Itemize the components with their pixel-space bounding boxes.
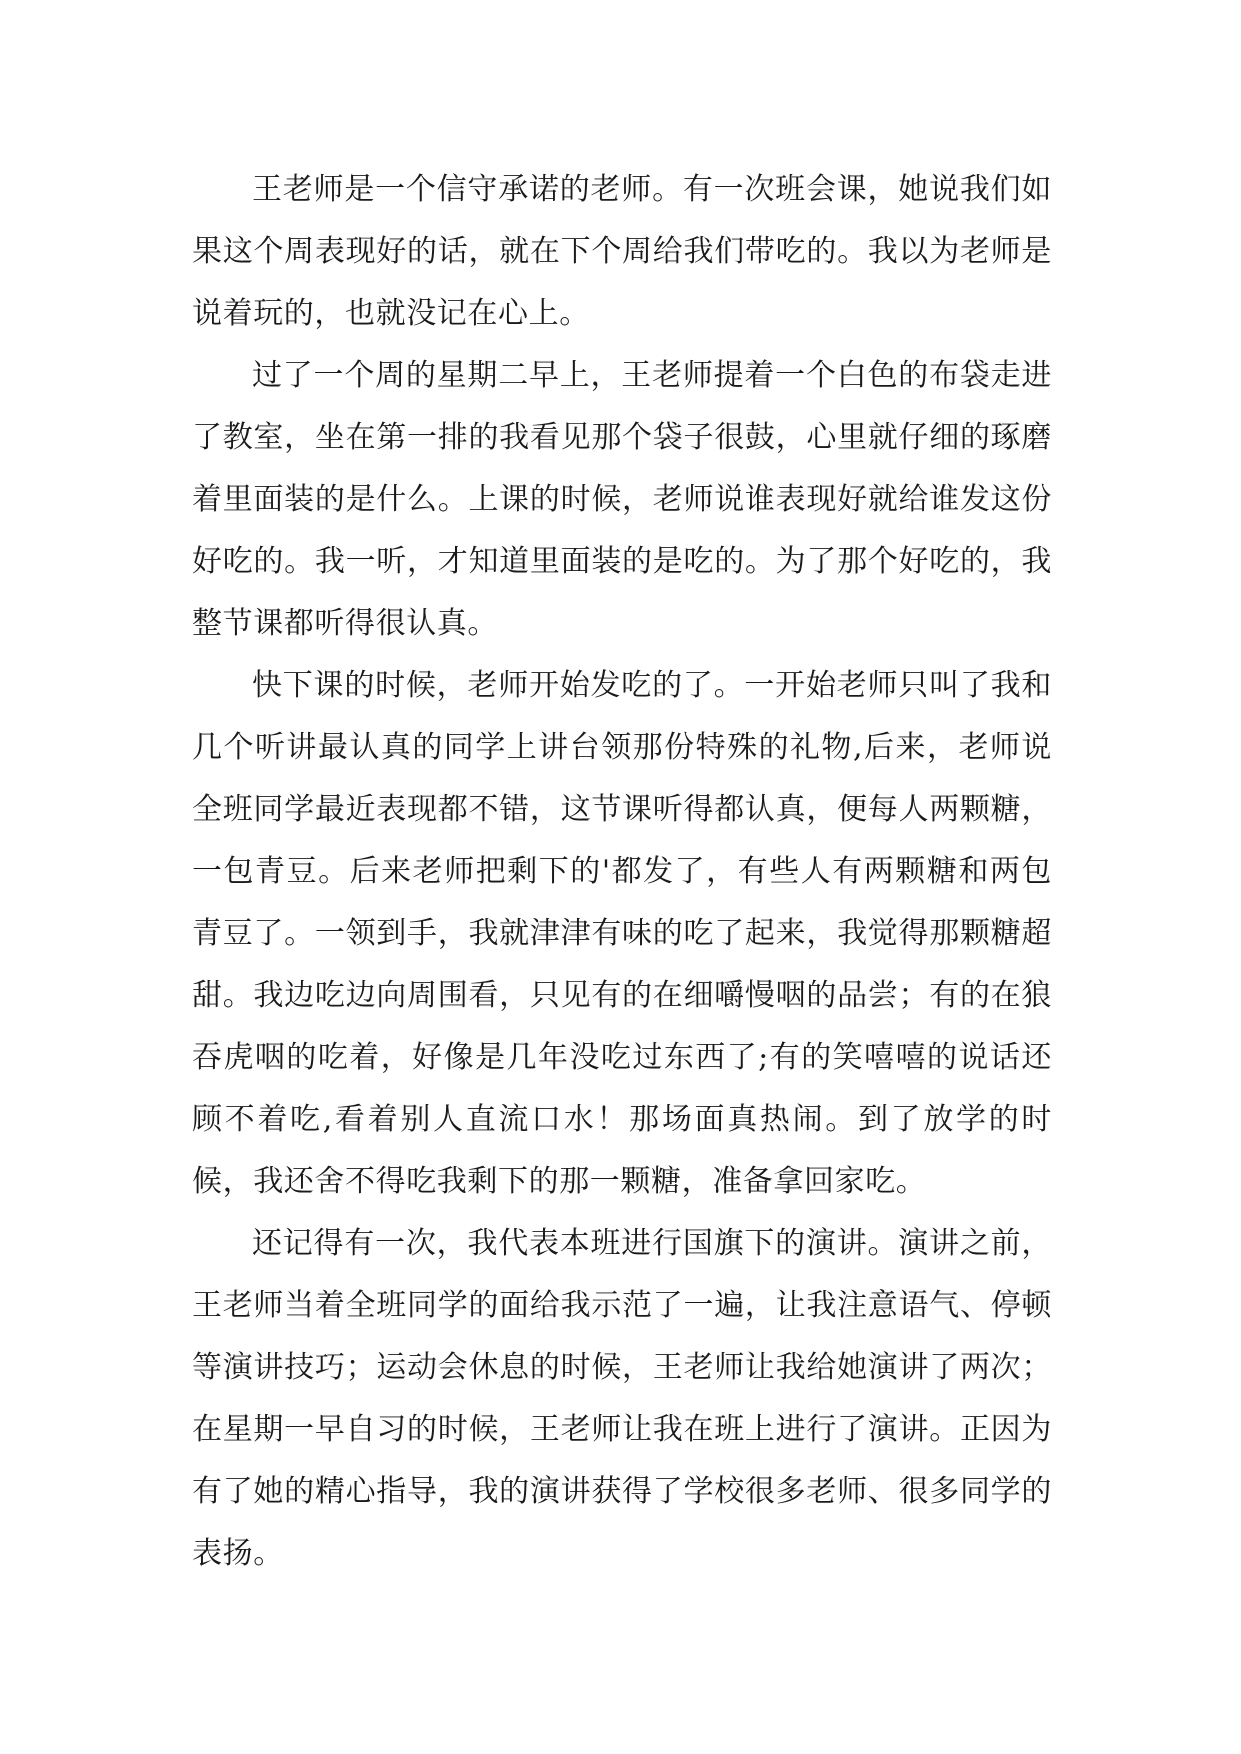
document-body [192,159,1052,1585]
paragraph-4: 还记得有一次，我代表本班进行国旗下的演讲。演讲之前，王老师当着全班同学的面给我示范了一遍，让我注意语气、停顿等演讲技巧；运动会休息的时候，王老师让我给她演讲了两次；在星期一早自习的时候，王老师让我在班上进行了演讲。正因为有了她的精心指导，我的演讲获得了学校很多老师、很多同学的表扬。 [192,1226,1052,1571]
paragraph-3: 快下课的时候，老师开始发吃的了。一开始老师只叫了我和几个听讲最认真的同学上讲台领那份特殊的礼物,后来，老师说全班同学最近表现都不错，这节课听得都认真，便每人两颗糖，一包青豆。后来老师把剩下的'都发了，有些人有两颗糖和两包青豆了。一领到手，我就津津有味的吃了起来，我觉得那颗糖超甜。我边吃边向周围看，只见有的在细嚼慢咽的品尝；有的在狼吞虎咽的吃着，好像是几年没吃过东西了;有的笑嘻嘻的说话还顾不着吃,看着别人直流口水！那场面真热闹。到了放学的时候，我还舍不得吃我剩下的那一颗糖，准备拿回家吃。 [192,668,1052,1199]
paragraph-1: 王老师是一个信守承诺的老师。有一次班会课，她说我们如果这个周表现好的话，就在下个周给我们带吃的。我以为老师是说着玩的，也就没记在心上。 [192,172,1052,331]
paragraph-2: 过了一个周的星期二早上，王老师提着一个白色的布袋走进了教室，坐在第一排的我看见那个袋子很鼓，心里就仔细的琢磨着里面装的是什么。上课的时候，老师说谁表现好就给谁发这份好吃的。我一听，才知道里面装的是吃的。为了那个好吃的，我整节课都听得很认真。 [192,358,1052,641]
